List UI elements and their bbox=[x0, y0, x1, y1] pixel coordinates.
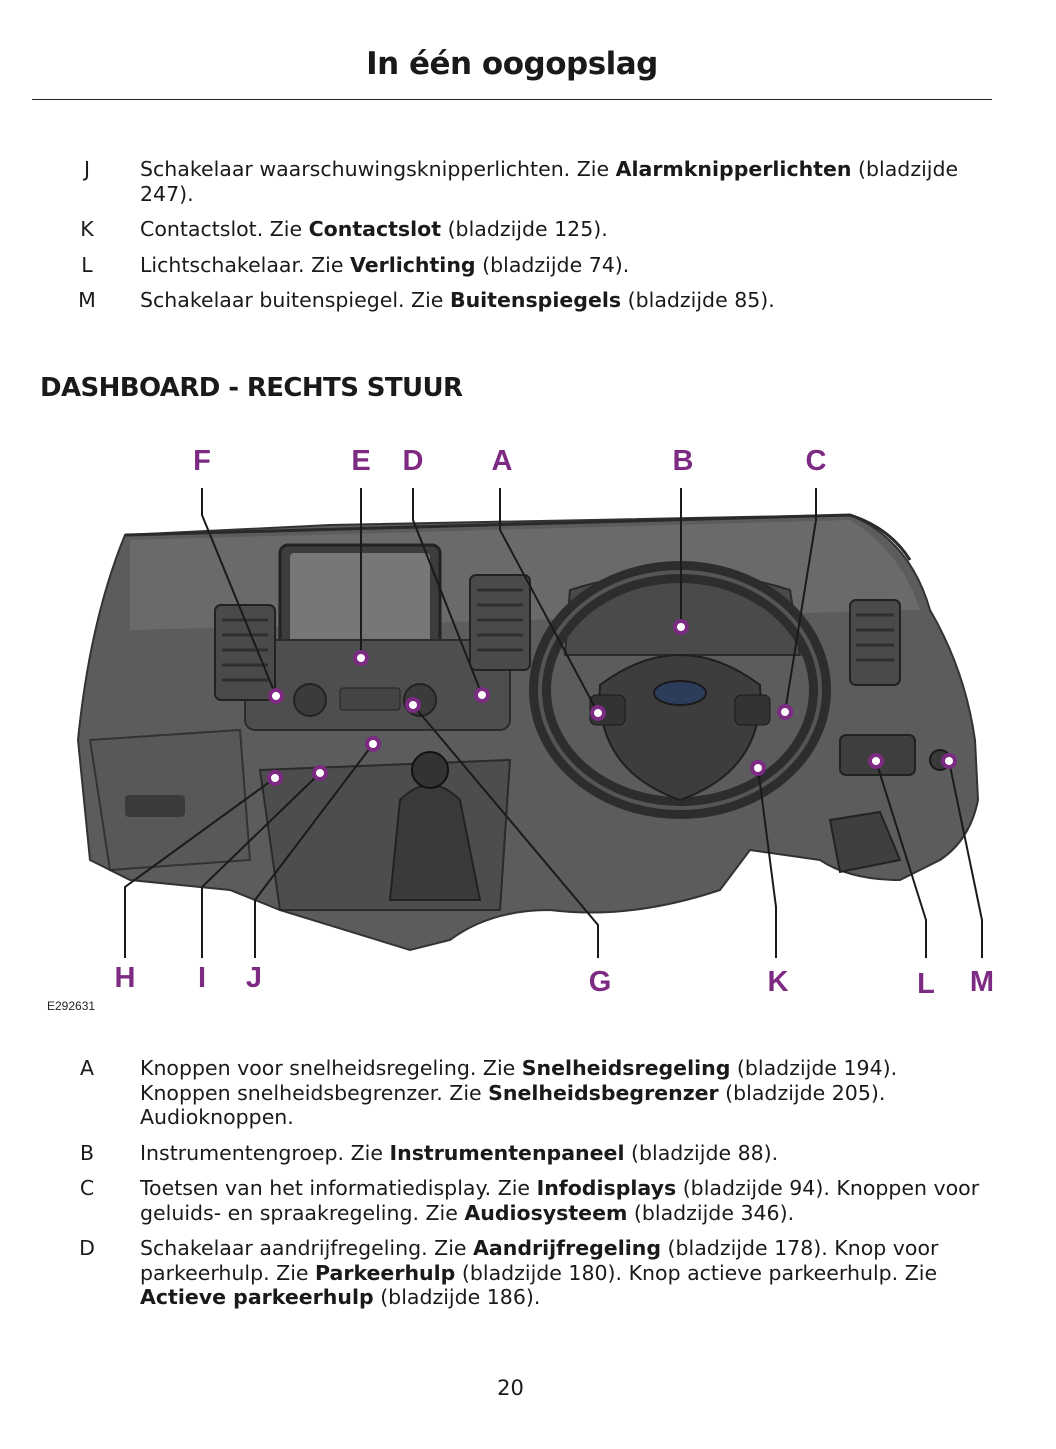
legend-key: A bbox=[79, 1056, 95, 1080]
title-divider bbox=[32, 99, 992, 100]
dashboard-drawing bbox=[30, 440, 1020, 1020]
bottom-legend-list bbox=[0, 1056, 990, 1321]
legend-text: Schakelaar waarschuwingsknipperlichten. Zie Alarmknipperlichten (bladzijde 247). bbox=[140, 157, 959, 206]
callout-label-d: D bbox=[402, 445, 424, 477]
cross-reference-link: Verlichting bbox=[349, 252, 476, 277]
ford-logo bbox=[654, 681, 706, 705]
legend-item-k bbox=[0, 217, 990, 242]
legend-text: Schakelaar buitenspiegel. Zie Buitenspiegels (bladzijde 85). bbox=[140, 288, 775, 312]
page-number: 20 bbox=[497, 1376, 524, 1400]
callout-label-f: F bbox=[193, 445, 211, 477]
legend-item-a bbox=[0, 1056, 990, 1130]
cross-reference-link: Snelheidsregeling bbox=[521, 1056, 731, 1080]
cross-reference-link: Contactslot bbox=[308, 217, 442, 241]
legend-text: Toetsen van het informatiedisplay. Zie Infodisplays (bladzijde 94). Knoppen voor geluids- en spraakregeling. Zie Audiosysteem (bladzijde 346). bbox=[140, 1176, 980, 1225]
callout-label-b: B bbox=[672, 445, 694, 477]
cross-reference-link: Actieve parkeerhulp bbox=[140, 1285, 374, 1309]
figure-id: E292631 bbox=[47, 999, 96, 1013]
legend-key: M bbox=[78, 288, 96, 312]
legend-text: Instrumentengroep. Zie Instrumentenpaneel (bladzijde 88). bbox=[140, 1140, 779, 1165]
callout-label-e: E bbox=[351, 445, 371, 477]
callout-label-l: L bbox=[917, 968, 935, 1000]
cross-reference-link: Audiosysteem bbox=[464, 1200, 628, 1225]
legend-key: K bbox=[80, 217, 94, 241]
cross-reference-link: Infodisplays bbox=[536, 1176, 677, 1200]
gear-knob bbox=[412, 752, 448, 788]
callout-label-i: I bbox=[197, 962, 207, 994]
legend-text: Lichtschakelaar. Zie Verlichting (bladzijde 74). bbox=[140, 252, 630, 277]
callout-label-h: H bbox=[114, 962, 136, 994]
legend-item-c bbox=[0, 1176, 990, 1225]
right-vent bbox=[850, 600, 900, 685]
legend-text: Contactslot. Zie Contactslot (bladzijde 125). bbox=[140, 217, 608, 241]
cross-reference-link: Parkeerhulp bbox=[315, 1260, 456, 1285]
callout-label-c: C bbox=[805, 445, 827, 477]
cross-reference-link: Aandrijfregeling bbox=[473, 1236, 662, 1260]
callout-label-m: M bbox=[969, 966, 995, 998]
legend-item-d bbox=[0, 1236, 990, 1310]
section-heading: DASHBOARD - RECHTS STUUR bbox=[40, 373, 463, 403]
legend-key: C bbox=[79, 1176, 95, 1200]
dashboard-illustration bbox=[30, 440, 1020, 1020]
page-title: In één oogopslag bbox=[366, 46, 658, 82]
legend-item-b bbox=[0, 1141, 990, 1166]
legend-item-m bbox=[0, 288, 990, 313]
cross-reference-link: Alarmknipperlichten bbox=[615, 157, 852, 181]
callout-label-a: A bbox=[491, 445, 513, 477]
legend-text: Knoppen voor snelheidsregeling. Zie Snelheidsregeling (bladzijde 194). Knoppen snelheidsbegrenzer. Zie Snelheidsbegrenzer (bladzijde 205). Audioknoppen. bbox=[140, 1056, 898, 1129]
legend-key: B bbox=[79, 1140, 95, 1165]
legend-key: L bbox=[81, 252, 93, 277]
cross-reference-link: Snelheidsbegrenzer bbox=[488, 1080, 719, 1105]
callout-label-k: K bbox=[767, 966, 789, 998]
legend-key: D bbox=[79, 1236, 95, 1260]
callout-label-g: G bbox=[588, 966, 612, 998]
cross-reference-link: Instrumentenpaneel bbox=[389, 1140, 625, 1165]
legend-key: J bbox=[83, 157, 91, 181]
legend-item-l bbox=[0, 253, 990, 278]
callout-label-j: J bbox=[245, 962, 263, 994]
legend-item-j bbox=[0, 157, 990, 206]
top-legend-list bbox=[0, 157, 990, 324]
legend-text: Schakelaar aandrijfregeling. Zie Aandrijfregeling (bladzijde 178). Knop voor parkeerhulp. Zie Parkeerhulp (bladzijde 180). Knop actieve parkeerhulp. Zie Actieve parkeerhulp (bladzijde 186). bbox=[140, 1236, 939, 1309]
cross-reference-link: Buitenspiegels bbox=[449, 288, 622, 312]
